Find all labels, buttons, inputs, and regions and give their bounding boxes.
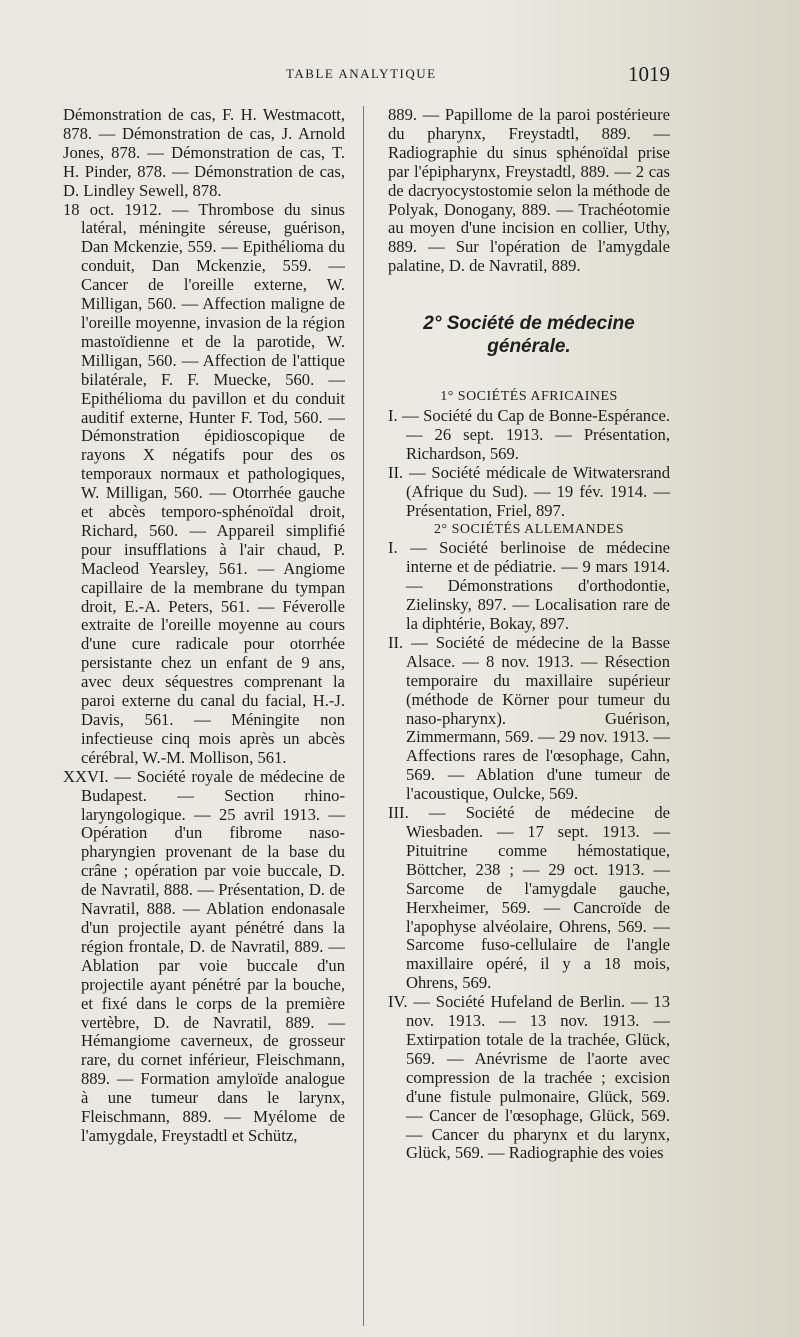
page-number: 1019 (628, 62, 670, 86)
column-divider (363, 106, 364, 1326)
subheading: 1° SOCIÉTÉS AFRICAINES (440, 389, 618, 405)
index-entry: II. — Société de médecine de la Basse Alsace. — 8 nov. 1913. — Résection temporaire du maxillaire supérieur (méthode de Körner pour tumeur du naso-pharynx). Guérison, Zimmermann, 569. — 29 nov. 1913. — Affections rares de l'œsophage, Cahn, 569. — Ablation d'une tumeur de l'acoustique, Oulcke, 569. (388, 632, 670, 804)
right-column (388, 106, 670, 1163)
index-entry: II. — Société médicale de Witwatersrand (Afrique du Sud). — 19 fév. 1914. — Présentation, Friel, 897. (388, 462, 670, 520)
running-title: TABLE ANALYTIQUE (286, 66, 437, 81)
index-entry: III. — Société de médecine de Wiesbaden. — 17 sept. 1913. — Pituitrine comme hémostatique, Böttcher, 238 ; — 29 oct. 1913. — Sarcome de l'amygdale gauche, Herxheimer, 569. — Cancroïde de l'apophyse alvéolaire, Ohrens, 569. — Sarcome fuso-cellulaire de l'angle maxillaire opéré, il y a 18 mois, Ohrens, 569. (388, 803, 670, 993)
index-entry: XXVI. — Société royale de médecine de Budapest. — Section rhino-laryngologique. — 25 avril 1913. — Opération d'un fibrome naso-pharyngien provenant de la base du crâne ; opération par voie buccale, D. de Navratil, 888. — Présentation, D. de Navratil, 888. — Ablation endonasale d'un projectile ayant pénétré dans la région frontale, D. de Navratil, 889. — Ablation par voie buccale d'un projectile ayant pénétré par la bouche, et fixé dans le corps de la première vertèbre, D. de Navratil, 889. — Hémangiome caverneux, de grosseur rare, du cornet inférieur, Fleischmann, 889. — Formation amyloïde analogue à une tumeur dans le larynx, Fleischmann, 889. — Myélome de l'amygdale, Freystadtl et Schütz, (63, 766, 345, 1145)
index-entry: I. — Société berlinoise de médecine interne et de pédiatrie. — 9 mars 1914. — Démonstrations d'orthodontie, Zielinsky, 897. — Localisation rare de la diphtérie, Bokay, 897. (388, 538, 670, 634)
page-header (0, 62, 800, 86)
index-entry: IV. — Société Hufeland de Berlin. — 13 nov. 1913. — 13 nov. 1913. — Extirpation totale de la trachée, Glück, 569. — Anévrisme de l'aorte avec compression de la trachée ; excision d'une fistule pulmonaire, Glück, 569. — Cancer de l'œsophage, Glück, 569. — Cancer du pharynx et du larynx, Glück, 569. — Radiographie des voies (388, 992, 670, 1163)
subheading: 2° SOCIÉTÉS ALLEMANDES (433, 521, 625, 537)
index-entry: 18 oct. 1912. — Thrombose du sinus latéral, méningite séreuse, guérison, Dan Mckenzie, 559. — Epithélioma du conduit, Dan Mckenzie, 559. — Cancer de l'oreille externe, W. Milligan, 560. — Affection maligne de l'oreille moyenne, invasion de la région mastoïdienne et de la parotide, W. Milligan, 560. — Affection de l'attique bilatérale, F. F. Muecke, 560. — Epithélioma du pavillon et du conduit auditif externe, Hunter F. Tod, 560. — Démonstration épidioscopique de rayons X négatifs pour des os temporaux normaux et pathologiques, W. Milligan, 560. — Otorrhée gauche et abcès temporo-sphénoïdal droit, Richard, 560. — Appareil simplifié pour insufflations à l'air chaud, P. Macleod Yearsley, 561. — Angiome capillaire de la membrane du tympan droit, E.-A. Peters, 561. — Féverolle extraite de l'oreille moyenne au cours d'une cure radicale pour otorrhée persistante chez un enfant de 9 ans, avec deux séquestres comprenant la paroi externe du canal du facial, H.-J. Davis, 561. — Méningite non infectieuse cinq mois après un abcès cérébral, W.-M. Mollison, 561. (63, 199, 345, 767)
index-entry: Démonstration de cas, F. H. Westmacott, 878. — Démonstration de cas, J. Arnold Jones, 878. — Démonstration de cas, T. H. Pinder, 878. — Démonstration de cas, D. Lindley Sewell, 878. (63, 105, 345, 200)
left-column (63, 106, 345, 1146)
index-entry: I. — Société du Cap de Bonne-Espérance. — 26 sept. 1913. — Présentation, Richardson, 569. (388, 406, 670, 463)
section-title: 2° Société de médecine générale. (423, 313, 635, 358)
index-entry: 889. — Papillome de la paroi postérieure du pharynx, Freystadtl, 889. — Radiographie du sinus sphénoïdal prise par l'épipharynx, Freystadtl, 889. — 2 cas de dacryocystostomie selon la méthode de Polyak, Donogany, 889. — Trachéotomie au moyen d'une incision en collier, Uthy, 889. — Sur l'opération de l'amygdale palatine, D. de Navratil, 889. (388, 105, 670, 276)
